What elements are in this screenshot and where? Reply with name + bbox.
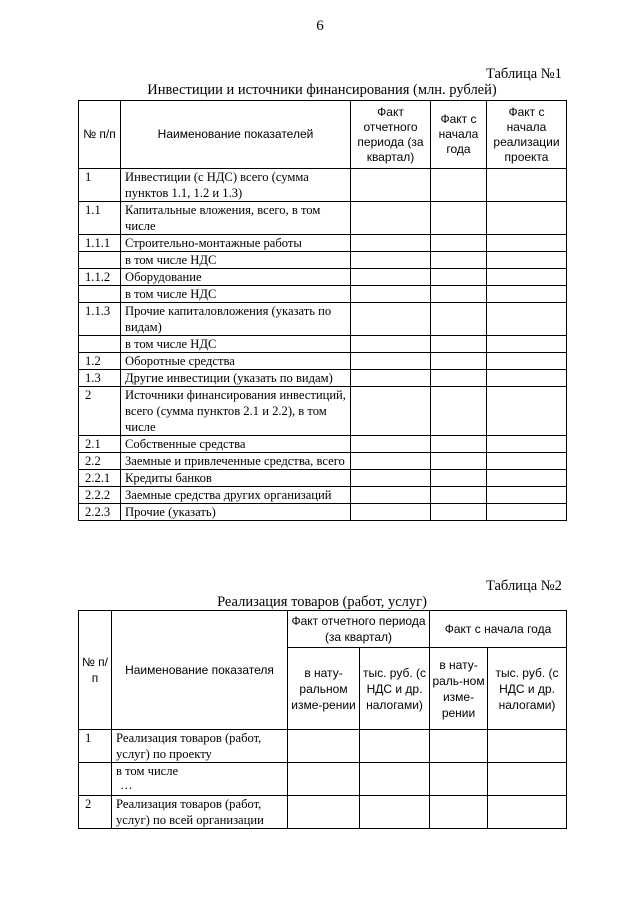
value-project	[487, 470, 567, 487]
value-thousand-period	[360, 796, 430, 829]
value-year	[431, 336, 487, 353]
row-number: 2	[79, 796, 112, 829]
row-indicator-name: в том числе НДС	[121, 336, 351, 353]
value-period	[351, 202, 431, 235]
value-natural-period	[288, 730, 360, 763]
row-number: 2.2.3	[79, 504, 121, 521]
header-thousand: тыс. руб. (с НДС и др. налогами)	[360, 648, 430, 730]
value-project	[487, 303, 567, 336]
sales-table	[78, 610, 567, 829]
table-row	[79, 436, 567, 453]
table-row	[79, 286, 567, 303]
row-indicator-label: Реализация товаров (работ, услуг) по всей организации	[116, 797, 264, 827]
row-number: 2.1	[79, 436, 121, 453]
value-natural-period	[288, 763, 360, 796]
investments-table	[78, 100, 567, 521]
value-period	[351, 453, 431, 470]
row-number: 1.1.2	[79, 269, 121, 286]
row-indicator-name: Другие инвестиции (указать по видам)	[121, 370, 351, 387]
table-row	[79, 730, 567, 763]
value-year	[431, 235, 487, 252]
row-number: 2.2	[79, 453, 121, 470]
row-indicator-name: Заемные средства других организаций	[121, 487, 351, 504]
value-year	[431, 169, 487, 202]
value-period	[351, 336, 431, 353]
header-project: Факт с начала реализации проекта	[487, 101, 567, 169]
row-indicator-name: Заемные и привлеченные средства, всего	[121, 453, 351, 470]
row-indicator-label: Реализация товаров (работ, услуг) по проекту	[116, 731, 262, 761]
row-number: 1.2	[79, 353, 121, 370]
row-number	[79, 336, 121, 353]
row-indicator-name: Оборудование	[121, 269, 351, 286]
value-thousand-year	[488, 763, 567, 796]
value-year	[431, 353, 487, 370]
table-row	[79, 336, 567, 353]
value-year	[431, 252, 487, 269]
value-year	[431, 453, 487, 470]
value-project	[487, 353, 567, 370]
table-row	[79, 235, 567, 252]
table-row	[79, 763, 567, 796]
table-row	[79, 202, 567, 235]
value-natural-period	[288, 796, 360, 829]
value-period	[351, 470, 431, 487]
value-year	[431, 286, 487, 303]
row-indicator-name	[112, 796, 288, 829]
value-thousand-year	[488, 730, 567, 763]
value-project	[487, 453, 567, 470]
row-number: 1.1	[79, 202, 121, 235]
value-period	[351, 387, 431, 436]
row-number: 2	[79, 387, 121, 436]
value-period	[351, 303, 431, 336]
row-indicator-name: Строительно-монтажные работы	[121, 235, 351, 252]
row-indicator-name: Источники финансирования инвестиций, всего (сумма пунктов 2.1 и 2.2), в том числе	[121, 387, 351, 436]
value-project	[487, 487, 567, 504]
value-project	[487, 202, 567, 235]
row-indicator-name: Оборотные средства	[121, 353, 351, 370]
table-row	[79, 470, 567, 487]
row-indicator-name: Инвестиции (с НДС) всего (сумма пунктов 1.1, 1.2 и 1.3)	[121, 169, 351, 202]
header-num: № п/п	[79, 101, 121, 169]
value-year	[431, 370, 487, 387]
value-year	[431, 470, 487, 487]
header-name: Наименование показателя	[112, 611, 288, 730]
value-year	[431, 504, 487, 521]
value-year	[431, 303, 487, 336]
header-num: № п/п	[79, 611, 112, 730]
row-indicator-name: в том числе НДС	[121, 286, 351, 303]
table1-title: Инвестиции и источники финансирования (млн. рублей)	[147, 82, 497, 98]
table2-title: Реализация товаров (работ, услуг)	[217, 594, 427, 610]
row-number	[79, 252, 121, 269]
value-year	[431, 387, 487, 436]
value-thousand-year	[488, 796, 567, 829]
row-indicator-name: Кредиты банков	[121, 470, 351, 487]
value-period	[351, 504, 431, 521]
page-number: 6	[316, 18, 324, 34]
value-project	[487, 286, 567, 303]
header-natural: в нату-ральном изме-рении	[288, 648, 360, 730]
header-year-group: Факт с начала года	[430, 611, 567, 648]
table-row	[79, 169, 567, 202]
value-period	[351, 235, 431, 252]
value-natural-year	[430, 796, 488, 829]
value-period	[351, 436, 431, 453]
row-number: 1.1.1	[79, 235, 121, 252]
row-number	[79, 286, 121, 303]
value-period	[351, 269, 431, 286]
value-year	[431, 487, 487, 504]
value-natural-year	[430, 763, 488, 796]
row-ellipsis: …	[120, 778, 133, 792]
table-row	[79, 487, 567, 504]
table-row	[79, 370, 567, 387]
row-indicator-name: Собственные средства	[121, 436, 351, 453]
value-period	[351, 169, 431, 202]
row-number: 1.1.3	[79, 303, 121, 336]
value-project	[487, 504, 567, 521]
table-row	[79, 504, 567, 521]
value-thousand-period	[360, 730, 430, 763]
value-project	[487, 252, 567, 269]
value-project	[487, 269, 567, 286]
row-indicator-name: Прочие капиталовложения (указать по видам)	[121, 303, 351, 336]
row-indicator-name: Капитальные вложения, всего, в том числе	[121, 202, 351, 235]
value-project	[487, 235, 567, 252]
table-row	[79, 387, 567, 436]
value-project	[487, 336, 567, 353]
row-indicator-name	[112, 730, 288, 763]
row-number: 1	[79, 169, 121, 202]
value-period	[351, 353, 431, 370]
table-row	[79, 453, 567, 470]
value-year	[431, 269, 487, 286]
header-period: Факт отчетного периода (за квартал)	[351, 101, 431, 169]
value-project	[487, 169, 567, 202]
table-row	[79, 252, 567, 269]
table-row	[79, 269, 567, 286]
header-thousand-year: тыс. руб. (с НДС и др. налогами)	[488, 648, 567, 730]
value-period	[351, 370, 431, 387]
header-name: Наименование показателей	[121, 101, 351, 169]
value-thousand-period	[360, 763, 430, 796]
value-project	[487, 436, 567, 453]
table-row	[79, 303, 567, 336]
row-indicator-name: Прочие (указать)	[121, 504, 351, 521]
table2-caption: Таблица №2	[486, 578, 562, 594]
row-number: 2.2.2	[79, 487, 121, 504]
table-row	[79, 353, 567, 370]
table-row	[79, 796, 567, 829]
value-period	[351, 487, 431, 504]
value-project	[487, 387, 567, 436]
header-natural-year: в нату-раль-ном изме-рении	[430, 648, 488, 730]
value-natural-year	[430, 730, 488, 763]
sales-table-body	[79, 730, 567, 829]
row-indicator-label: в том числе	[116, 764, 179, 778]
row-number	[79, 763, 112, 796]
header-year: Факт с начала года	[431, 101, 487, 169]
value-year	[431, 436, 487, 453]
value-period	[351, 286, 431, 303]
investments-table-body	[79, 169, 567, 521]
value-period	[351, 252, 431, 269]
row-indicator-name: в том числе НДС	[121, 252, 351, 269]
row-number: 1	[79, 730, 112, 763]
table1-caption: Таблица №1	[486, 66, 562, 82]
value-year	[431, 202, 487, 235]
row-number: 2.2.1	[79, 470, 121, 487]
row-indicator-name	[112, 763, 288, 796]
row-number: 1.3	[79, 370, 121, 387]
value-project	[487, 370, 567, 387]
header-period-group: Факт отчетного периода (за квартал)	[288, 611, 430, 648]
